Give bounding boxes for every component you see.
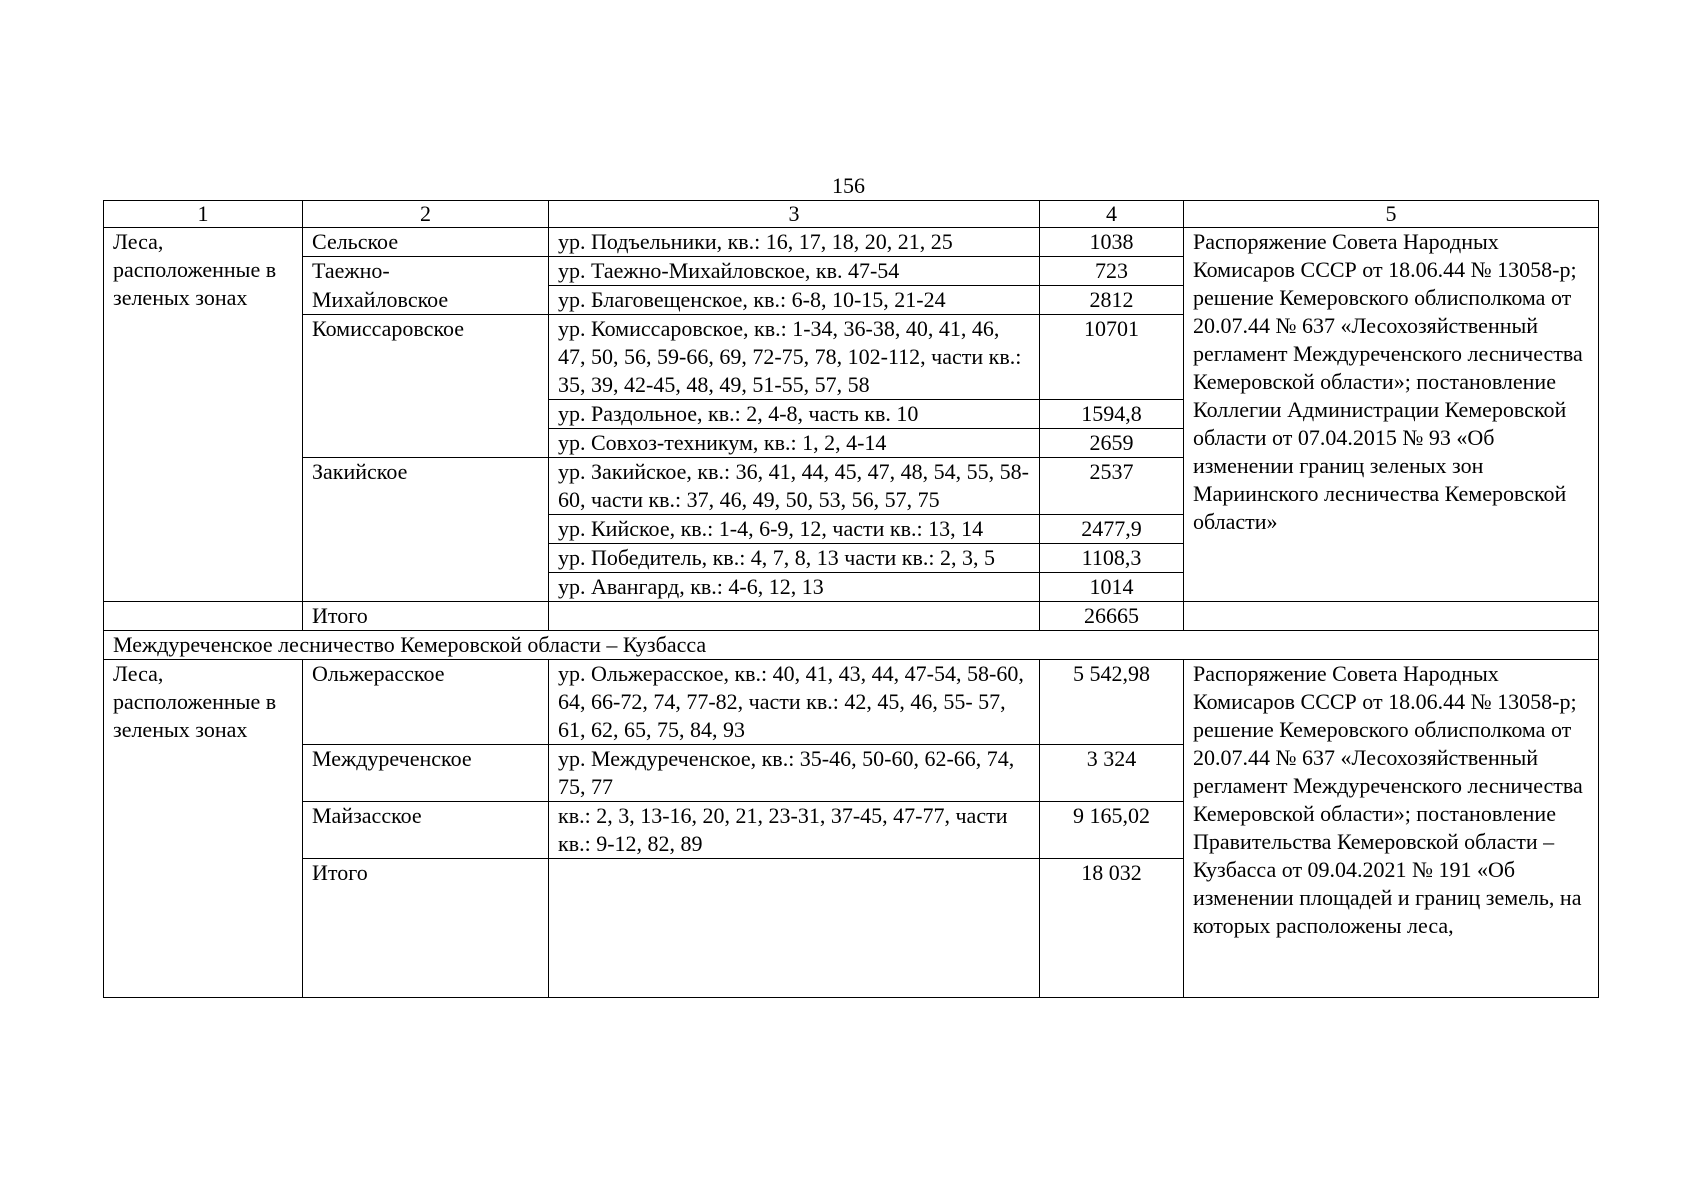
forest-table [103,200,1599,998]
tracts-cell: ур. Кийское, кв.: 1-4, 6-9, 12, части кв.: 13, 14 [549,515,1040,544]
forestry-cell: Майзасское [303,802,549,859]
tracts-cell: ур. Совхоз-техникум, кв.: 1, 2, 4-14 [549,429,1040,458]
forestry-cell: Ольжерасское [303,660,549,745]
column-header-5: 5 [1184,201,1599,228]
tracts-cell: ур. Ольжерасское, кв.: 40, 41, 43, 44, 47-54, 58-60, 64, 66-72, 74, 77-82, части кв.: 42, 45, 46, 55- 57, 61, 62, 65, 75, 84, 93 [549,660,1040,745]
area-cell: 1038 [1040,228,1184,257]
total-label: Итого [303,859,549,998]
tracts-cell: ур. Комиссаровское, кв.: 1-34, 36-38, 40, 41, 46, 47, 50, 56, 59-66, 69, 72-75, 78, 102-112, части кв.: 35, 39, 42-45, 48, 49, 51-55, 57, 58 [549,315,1040,400]
forest-category-cell: Леса, расположенные в зеленых зонах [104,660,303,998]
total-value: 18 032 [1040,859,1184,998]
area-cell: 1014 [1040,573,1184,602]
area-cell: 3 324 [1040,745,1184,802]
area-cell: 10701 [1040,315,1184,400]
table-header-row [104,201,1599,228]
empty-cell [104,602,303,631]
area-cell: 2812 [1040,286,1184,315]
tracts-cell: ур. Победитель, кв.: 4, 7, 8, 13 части кв.: 2, 3, 5 [549,544,1040,573]
tracts-cell: ур. Таежно-Михайловское, кв. 47-54 [549,257,1040,286]
total-value: 26665 [1040,602,1184,631]
area-cell: 2537 [1040,458,1184,515]
page-number: 156 [832,173,865,198]
forestry-cell: Сельское [303,228,549,257]
column-header-4: 4 [1040,201,1184,228]
column-header-3: 3 [549,201,1040,228]
forestry-cell: Комиссаровское [303,315,549,458]
area-cell: 2477,9 [1040,515,1184,544]
table-row [104,660,1599,745]
empty-cell [549,602,1040,631]
tracts-cell: ур. Подъельники, кв.: 16, 17, 18, 20, 21, 25 [549,228,1040,257]
empty-cell [549,859,1040,998]
column-header-1: 1 [104,201,303,228]
legal-basis-cell: Распоряжение Совета Народных Комисаров СССР от 18.06.44 № 13058-р; решение Кемеровского облисполкома от 20.07.44 № 637 «Лесохозяйственный регламент Междуреченского лесничества Кемеровской области»; постановление Коллегии Администрации Кемеровской области от 07.04.2015 № 93 «Об изменении границ зеленых зон Мариинского лесничества Кемеровской области» [1184,228,1599,602]
area-cell: 1594,8 [1040,400,1184,429]
area-cell: 5 542,98 [1040,660,1184,745]
empty-cell [1184,602,1599,631]
area-cell: 2659 [1040,429,1184,458]
tracts-cell: ур. Раздольное, кв.: 2, 4-8, часть кв. 10 [549,400,1040,429]
tracts-cell: ур. Закийское, кв.: 36, 41, 44, 45, 47, 48, 54, 55, 58-60, части кв.: 37, 46, 49, 50, 53, 56, 57, 75 [549,458,1040,515]
tracts-cell: ур. Авангард, кв.: 4-6, 12, 13 [549,573,1040,602]
total-row [104,602,1599,631]
area-cell: 9 165,02 [1040,802,1184,859]
total-label: Итого [303,602,549,631]
legal-basis-cell: Распоряжение Совета Народных Комисаров СССР от 18.06.44 № 13058-р; решение Кемеровского облисполкома от 20.07.44 № 637 «Лесохозяйственный регламент Междуреченского лесничества Кемеровской области»; постановление Правительства Кемеровской области – Кузбасса от 09.04.2021 № 191 «Об изменении площадей и границ земель, на которых расположены леса, [1184,660,1599,998]
forest-category-cell: Леса, расположенные в зеленых зонах [104,228,303,602]
section-title: Междуреченское лесничество Кемеровской области – Кузбасса [104,631,1599,660]
forestry-cell: Закийское [303,458,549,602]
tracts-cell: кв.: 2, 3, 13-16, 20, 21, 23-31, 37-45, 47-77, части кв.: 9-12, 82, 89 [549,802,1040,859]
area-cell: 1108,3 [1040,544,1184,573]
section-row [104,631,1599,660]
column-header-2: 2 [303,201,549,228]
forestry-cell: Таежно- [303,257,549,286]
tracts-cell: ур. Благовещенское, кв.: 6-8, 10-15, 21-24 [549,286,1040,315]
area-cell: 723 [1040,257,1184,286]
table-row [104,228,1599,257]
tracts-cell: ур. Междуреченское, кв.: 35-46, 50-60, 62-66, 74, 75, 77 [549,745,1040,802]
forestry-cell: Междуреченское [303,745,549,802]
forestry-cell: Михайловское [303,286,549,315]
